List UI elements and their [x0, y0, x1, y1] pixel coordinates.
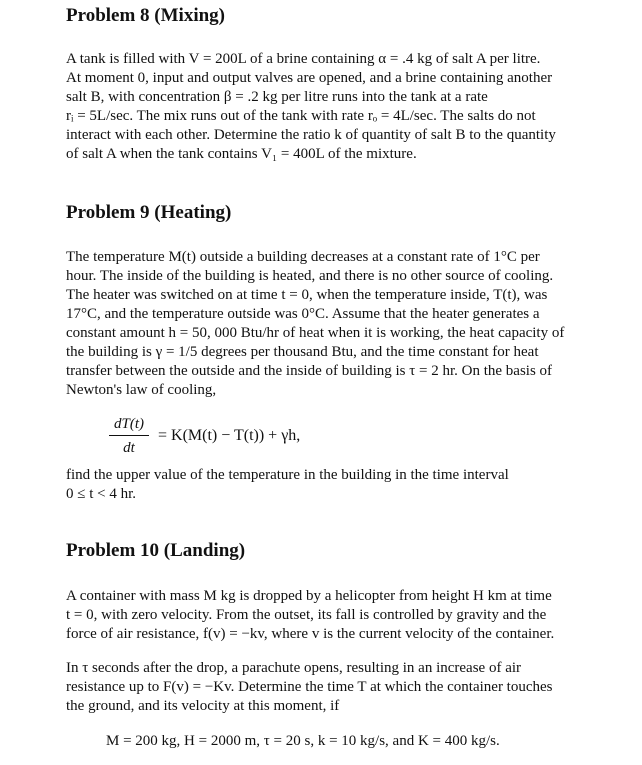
problem-9-line: hour. The inside of the building is heated, and there is no other source of cooling.: [66, 268, 554, 284]
equation-rhs: = K(M(t) − T(t)) + γh,: [158, 427, 301, 444]
problem-8-line: At moment 0, input and output valves are opened, and a brine containing another: [66, 70, 553, 86]
problem-10-line: the ground, and its velocity at this moment, if: [66, 698, 340, 714]
problem-9-line: The heater was switched on at time t = 0, when the temperature inside, T(t), was: [66, 287, 548, 303]
problem-10-line: resistance up to F(v) = −Kv. Determine the time T at which the container touches: [66, 679, 553, 695]
problem-8-line: salt B, with concentration β = .2 kg per litre runs into the tank at a rate: [66, 89, 488, 105]
problem-9-line: constant amount h = 50, 000 Btu/hr of heat when it is working, the heat capacity of: [66, 325, 565, 341]
problem-8-line: interact with each other. Determine the ratio k of quantity of salt B to the quantity: [66, 127, 556, 143]
problem-9-line: Newton's law of cooling,: [66, 382, 217, 398]
problem-9-line: the building is γ = 1/5 degrees per thousand Btu, and the time constant for heat: [66, 344, 539, 360]
problem-8-line: A tank is filled with V = 200L of a brine containing α = .4 kg of salt A per litre.: [66, 51, 541, 67]
problem-9-line: find the upper value of the temperature in the building in the time interval: [66, 467, 509, 483]
equation-fraction: [107, 415, 151, 457]
problem-9-heading: Problem 9 (Heating): [66, 202, 232, 223]
equation-denominator: dt: [123, 440, 135, 456]
problem-9-line: 17°C, and the temperature outside was 0°C. Assume that the heater generates a: [66, 306, 540, 322]
problem-10-line: In τ seconds after the drop, a parachute opens, resulting in an increase of air: [66, 660, 522, 676]
problem-10-parameters: M = 200 kg, H = 2000 m, τ = 20 s, k = 10 kg/s, and K = 400 kg/s.: [106, 733, 500, 749]
fraction-bar: [109, 435, 149, 436]
problem-8-line: of salt A when the tank contains V₁ = 400L of the mixture.: [66, 146, 417, 162]
problem-9-line: The temperature M(t) outside a building decreases at a constant rate of 1°C per: [66, 249, 540, 265]
problem-10-line: force of air resistance, f(v) = −kv, where v is the current velocity of the container.: [66, 626, 555, 642]
problem-10-line: t = 0, with zero velocity. From the outset, its fall is controlled by gravity and the: [66, 607, 547, 623]
problem-8-line: rᵢ = 5L/sec. The mix runs out of the tank with rate rₒ = 4L/sec. The salts do not: [66, 108, 536, 124]
problem-10-heading: Problem 10 (Landing): [66, 540, 246, 561]
problem-10-line: A container with mass M kg is dropped by a helicopter from height H km at time: [66, 588, 552, 604]
equation-numerator: dT(t): [114, 416, 144, 432]
problem-9-line: transfer between the outside and the inside of building is τ = 2 hr. On the basis of: [66, 363, 553, 379]
problem-8-heading: Problem 8 (Mixing): [66, 5, 226, 26]
problem-9-line: 0 ≤ t < 4 hr.: [66, 486, 137, 502]
